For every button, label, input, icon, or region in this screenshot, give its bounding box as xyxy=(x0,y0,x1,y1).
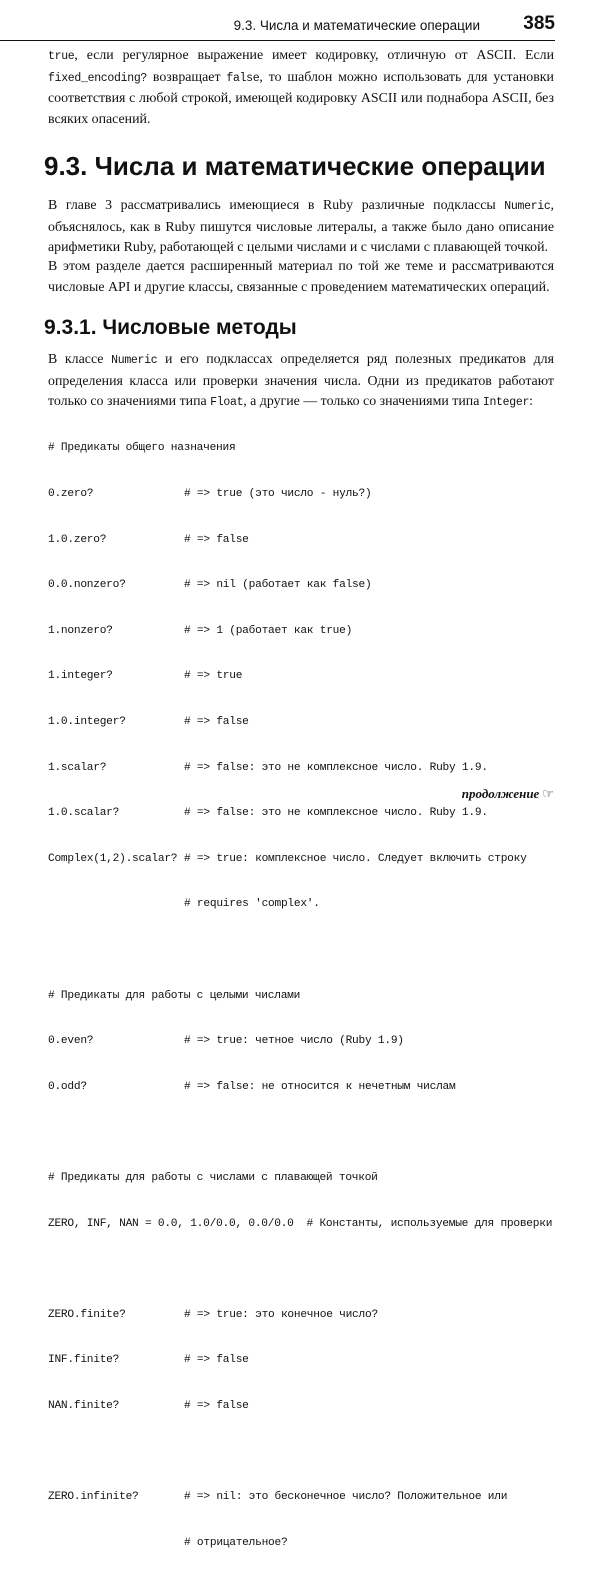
code-expr: Complex(1,2).scalar? xyxy=(48,852,178,865)
code-expr: NAN.finite? xyxy=(48,1399,120,1412)
code-line xyxy=(48,852,558,867)
code-expr: 1.0.zero? xyxy=(48,533,107,546)
code-true: true xyxy=(48,50,75,63)
code-comment: # Предикаты для работы с целыми числами xyxy=(48,989,301,1002)
code-line xyxy=(48,669,558,684)
code-listing xyxy=(48,411,558,1581)
intro-text-a: , если регулярное выражение имеет кодировку, отличную от ASCII. Если xyxy=(74,48,554,63)
section-paragraph-2: В этом разделе дается расширенный материал по той же теме и рассматриваются числовые API и другие классы, связанные с проведением математических операций. xyxy=(48,259,554,295)
code-statement: ZERO, INF, NAN = 0.0, 1.0/0.0, 0.0/0.0 # Константы, используемые для проверки xyxy=(48,1217,553,1230)
code-fixed-encoding: fixed_encoding? xyxy=(48,71,148,85)
code-expr: INF.finite? xyxy=(48,1354,120,1367)
code-numeric: Numeric xyxy=(504,200,551,213)
code-line xyxy=(48,1399,558,1414)
code-result: # => false xyxy=(184,1399,249,1412)
code-line xyxy=(48,1308,558,1323)
running-header-title: 9.3. Числа и математические операции xyxy=(233,18,480,33)
subsection-paragraph xyxy=(48,350,554,414)
code-line xyxy=(48,624,558,639)
code-blank-line xyxy=(48,1444,558,1459)
page-number: 385 xyxy=(523,13,555,34)
code-expr: 0.odd? xyxy=(48,1080,87,1093)
code-expr: 1.nonzero? xyxy=(48,624,113,637)
code-false: false xyxy=(226,71,260,85)
code-expr: 1.integer? xyxy=(48,670,113,683)
code-line xyxy=(48,533,558,548)
code-line xyxy=(48,1171,558,1186)
code-line xyxy=(48,1536,558,1551)
code-line xyxy=(48,487,558,502)
code-result: # => true xyxy=(184,670,243,683)
code-result: # => false: это не комплексное число. Ruby 1.9. xyxy=(184,761,488,774)
code-line xyxy=(48,806,558,821)
section-text-b: , объяснялось, как в Ruby пишутся числовые литералы, а также было дано описание арифметики Ruby, работающей с целыми числами и с числами с плавающей точкой. xyxy=(48,198,554,255)
code-blank-line xyxy=(48,1262,558,1277)
running-header xyxy=(0,12,555,41)
code-result: # => false xyxy=(184,715,249,728)
code-comment: # Предикаты для работы с числами с плавающей точкой xyxy=(48,1171,378,1184)
code-result: # => true: это конечное число? xyxy=(184,1308,378,1321)
code-numeric-2: Numeric xyxy=(111,354,158,367)
code-result: # => 1 (работает как true) xyxy=(184,624,353,637)
subsection-heading: 9.3.1. Числовые методы xyxy=(44,316,297,339)
code-blank-line xyxy=(48,1125,558,1140)
code-result: # requires 'complex'. xyxy=(184,898,320,911)
code-expr: 0.zero? xyxy=(48,488,94,500)
intro-text-b: возвращает xyxy=(147,69,227,85)
code-line xyxy=(48,1034,558,1049)
code-line xyxy=(48,578,558,593)
section-paragraph-1 xyxy=(48,196,554,259)
code-result: # => true (это число - нуль?) xyxy=(184,488,372,500)
subsection-text-b: и его подклассах определяется ряд полезных предикатов для определения класса или проверки значения числа. Одни из предикатов работают только со значениями типа xyxy=(48,352,554,409)
code-line xyxy=(48,1080,558,1095)
intro-text-c: , то шаблон можно использовать для установки соответствия с любой строкой, имеющей кодировку ASCII или поднабора ASCII, без всяких опасений. xyxy=(48,69,554,127)
code-expr: ZERO.finite? xyxy=(48,1308,126,1321)
subsection-text-c: , а другие — только со значениями типа xyxy=(243,394,483,409)
code-expr: 1.0.scalar? xyxy=(48,807,120,820)
code-line xyxy=(48,441,558,456)
code-line xyxy=(48,1217,558,1232)
code-expr: 1.0.integer? xyxy=(48,715,126,728)
continued-marker xyxy=(462,786,554,802)
code-expr: ZERO.infinite? xyxy=(48,1491,139,1504)
code-line xyxy=(48,761,558,776)
code-line xyxy=(48,989,558,1004)
intro-paragraph xyxy=(48,46,554,130)
code-result: # => false xyxy=(184,1354,249,1367)
code-float: Float xyxy=(210,396,244,409)
code-result: # => nil (работает как false) xyxy=(184,579,372,592)
code-expr: 0.even? xyxy=(48,1035,94,1048)
code-line xyxy=(48,1353,558,1368)
code-result: # => true: четное число (Ruby 1.9) xyxy=(184,1035,404,1048)
code-result: # => false: это не комплексное число. Ruby 1.9. xyxy=(184,807,488,820)
code-integer: Integer xyxy=(482,396,530,409)
code-comment: # Предикаты общего назначения xyxy=(48,442,236,455)
section-heading: 9.3. Числа и математические операции xyxy=(44,151,546,181)
code-line xyxy=(48,715,558,730)
section-text-a: В главе 3 рассматривались имеющиеся в Ruby различные подклассы xyxy=(48,198,505,213)
code-result: # => nil: это бесконечное число? Положительное или xyxy=(184,1491,508,1504)
code-result: # => false xyxy=(184,533,249,546)
code-result: # => true: комплексное число. Следует включить строку xyxy=(184,852,527,865)
continued-label: продолжение xyxy=(461,786,540,801)
subsection-text-a: В классе xyxy=(48,352,112,367)
code-result: # => false: не относится к нечетным числам xyxy=(184,1080,456,1093)
code-blank-line xyxy=(48,943,558,958)
pointing-hand-icon: ☞ xyxy=(542,786,554,801)
code-result: # отрицательное? xyxy=(184,1536,288,1549)
code-expr: 0.0.nonzero? xyxy=(48,579,126,592)
code-line xyxy=(48,1490,558,1505)
code-line xyxy=(48,897,558,912)
subsection-text-d: : xyxy=(529,394,533,409)
code-expr: 1.scalar? xyxy=(48,761,107,774)
